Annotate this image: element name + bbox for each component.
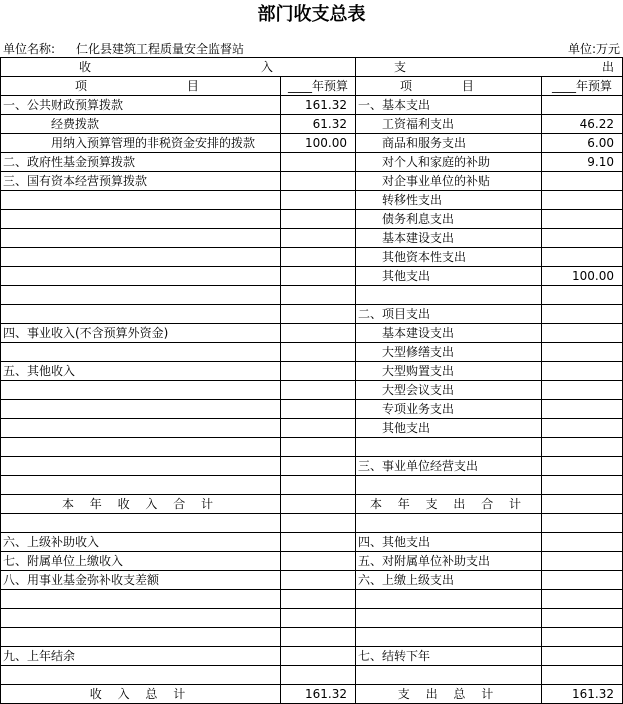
expense-item-cell: [356, 590, 542, 609]
income-item-cell: [1, 590, 281, 609]
expense-item-cell: [356, 476, 542, 495]
table-row: [1, 381, 623, 400]
income-budget-cell: [281, 647, 356, 666]
page-title: 部门收支总表: [257, 4, 366, 25]
header-mu: 目: [186, 79, 199, 93]
expense-item-cell: 大型会议支出: [356, 381, 542, 400]
income-budget-cell: [281, 286, 356, 305]
unit-info-row: [0, 38, 623, 57]
income-item-header: [1, 77, 281, 96]
income-item-cell: 七、附属单位上缴收入: [1, 552, 281, 571]
expense-item-cell: [356, 286, 542, 305]
table-row: [1, 533, 623, 552]
income-budget-cell: [281, 514, 356, 533]
table-row: [1, 571, 623, 590]
table-row: [1, 267, 623, 286]
expense-budget-cell: [542, 305, 623, 324]
expense-budget-header: ____年预算: [542, 77, 623, 96]
income-item-cell: 本 年 收 入 合 计: [1, 495, 281, 514]
header-mu-right: 目: [461, 79, 474, 93]
income-budget-cell: [281, 172, 356, 191]
income-item-cell: [1, 457, 281, 476]
income-item-cell: [1, 229, 281, 248]
currency-unit: 单位:万元: [567, 42, 620, 56]
table-row: [1, 628, 623, 647]
income-budget-cell: [281, 210, 356, 229]
table-row: [1, 305, 623, 324]
expense-item-cell: 五、对附属单位补助支出: [356, 552, 542, 571]
income-budget-cell: [281, 191, 356, 210]
table-row: [1, 647, 623, 666]
income-budget-cell: [281, 609, 356, 628]
income-budget-cell: [281, 552, 356, 571]
income-item-cell: [1, 286, 281, 305]
income-item-cell: [1, 343, 281, 362]
income-item-cell: 九、上年结余: [1, 647, 281, 666]
expense-budget-cell: [542, 229, 623, 248]
income-budget-cell: 161.32: [281, 96, 356, 115]
table-row: [1, 552, 623, 571]
income-label-shou: 收: [79, 60, 92, 74]
income-item-cell: 五、其他收入: [1, 362, 281, 381]
expense-item-cell: [356, 628, 542, 647]
income-budget-cell: [281, 229, 356, 248]
income-budget-cell: [281, 438, 356, 457]
income-budget-cell: [281, 476, 356, 495]
expense-label-zhi: 支: [394, 60, 407, 74]
table-row: [1, 172, 623, 191]
income-budget-cell: [281, 381, 356, 400]
table-row: [1, 248, 623, 267]
expense-budget-cell: [542, 590, 623, 609]
income-item-cell: 三、国有资本经营预算拨款: [1, 172, 281, 191]
income-item-cell: [1, 381, 281, 400]
income-item-cell: 八、用事业基金弥补收支差额: [1, 571, 281, 590]
expense-budget-cell: [542, 438, 623, 457]
expense-item-cell: 大型购置支出: [356, 362, 542, 381]
table-row: [1, 457, 623, 476]
expense-budget-cell: [542, 419, 623, 438]
expense-budget-cell: [542, 514, 623, 533]
income-item-cell: 收 入 总 计: [1, 685, 281, 704]
income-budget-cell: [281, 457, 356, 476]
income-section-header: [1, 58, 356, 77]
table-row: [1, 96, 623, 115]
table-row: [1, 476, 623, 495]
income-budget-header: ____年预算: [281, 77, 356, 96]
income-budget-cell: [281, 571, 356, 590]
table-row: [1, 115, 623, 134]
income-budget-cell: [281, 533, 356, 552]
table-body: [1, 96, 623, 704]
expense-section-header: [356, 58, 623, 77]
expense-item-cell: 对企事业单位的补贴: [356, 172, 542, 191]
expense-item-cell: 工资福利支出: [356, 115, 542, 134]
expense-budget-cell: [542, 552, 623, 571]
expense-item-cell: 支 出 总 计: [356, 685, 542, 704]
expense-item-cell: 专项业务支出: [356, 400, 542, 419]
income-item-cell: [1, 628, 281, 647]
expense-budget-cell: 9.10: [542, 153, 623, 172]
expense-item-cell: 一、基本支出: [356, 96, 542, 115]
income-item-cell: [1, 248, 281, 267]
income-label-ru: 入: [260, 60, 273, 74]
expense-budget-cell: [542, 400, 623, 419]
table-row: [1, 343, 623, 362]
income-item-cell: 用纳入预算管理的非税资金安排的拨款: [1, 134, 281, 153]
expense-budget-cell: 6.00: [542, 134, 623, 153]
income-budget-cell: [281, 267, 356, 286]
expense-item-cell: 三、事业单位经营支出: [356, 457, 542, 476]
expense-item-cell: [356, 666, 542, 685]
income-item-cell: [1, 267, 281, 286]
table-row: [1, 362, 623, 381]
expense-budget-cell: [542, 343, 623, 362]
table-row: [1, 438, 623, 457]
income-budget-cell: [281, 324, 356, 343]
header-xiang: 项: [75, 79, 88, 93]
expense-label-chu: 出: [601, 60, 614, 74]
unit-name-label: 单位名称:: [3, 42, 56, 56]
income-item-cell: [1, 210, 281, 229]
income-budget-cell: 61.32: [281, 115, 356, 134]
income-item-cell: 经费拨款: [1, 115, 281, 134]
income-budget-cell: [281, 495, 356, 514]
expense-budget-cell: [542, 210, 623, 229]
income-budget-cell: [281, 153, 356, 172]
section-header-row: [1, 58, 623, 77]
expense-budget-cell: [542, 609, 623, 628]
expense-item-cell: 基本建设支出: [356, 229, 542, 248]
table-row: [1, 400, 623, 419]
expense-item-cell: 商品和服务支出: [356, 134, 542, 153]
expense-budget-cell: [542, 96, 623, 115]
table-row: [1, 685, 623, 704]
income-item-cell: [1, 305, 281, 324]
income-item-cell: [1, 514, 281, 533]
expense-budget-cell: [542, 628, 623, 647]
income-item-cell: 六、上级补助收入: [1, 533, 281, 552]
income-budget-cell: 100.00: [281, 134, 356, 153]
table-row: [1, 153, 623, 172]
table-row: [1, 191, 623, 210]
income-budget-cell: [281, 666, 356, 685]
expense-budget-cell: [542, 248, 623, 267]
table-row: [1, 666, 623, 685]
expense-item-header: [356, 77, 542, 96]
income-item-cell: [1, 400, 281, 419]
table-row: [1, 419, 623, 438]
expense-item-cell: 大型修缮支出: [356, 343, 542, 362]
expense-item-cell: 基本建设支出: [356, 324, 542, 343]
expense-item-cell: [356, 514, 542, 533]
income-item-cell: [1, 609, 281, 628]
expense-item-cell: 转移性支出: [356, 191, 542, 210]
income-item-cell: [1, 438, 281, 457]
income-budget-cell: [281, 590, 356, 609]
expense-budget-cell: [542, 457, 623, 476]
table-row: [1, 590, 623, 609]
expense-budget-cell: [542, 172, 623, 191]
table-row: [1, 514, 623, 533]
income-budget-cell: [281, 362, 356, 381]
table-row: [1, 229, 623, 248]
expense-item-cell: 六、上缴上级支出: [356, 571, 542, 590]
column-header-row: [1, 77, 623, 96]
expense-item-cell: 七、结转下年: [356, 647, 542, 666]
table-row: [1, 134, 623, 153]
expense-budget-cell: [542, 286, 623, 305]
expense-budget-cell: [542, 571, 623, 590]
expense-item-cell: 二、项目支出: [356, 305, 542, 324]
table-row: [1, 495, 623, 514]
expense-budget-cell: 100.00: [542, 267, 623, 286]
expense-item-cell: 其他资本性支出: [356, 248, 542, 267]
expense-item-cell: 本 年 支 出 合 计: [356, 495, 542, 514]
header-xiang-right: 项: [400, 79, 413, 93]
income-item-cell: [1, 419, 281, 438]
income-item-cell: [1, 476, 281, 495]
income-item-cell: 一、公共财政预算拨款: [1, 96, 281, 115]
income-budget-cell: [281, 628, 356, 647]
income-budget-cell: 161.32: [281, 685, 356, 704]
unit-name-value: 仁化县建筑工程质量安全监督站: [76, 42, 245, 56]
expense-item-cell: 对个人和家庭的补助: [356, 153, 542, 172]
expense-budget-cell: [542, 191, 623, 210]
expense-budget-cell: [542, 495, 623, 514]
income-budget-cell: [281, 343, 356, 362]
income-budget-cell: [281, 419, 356, 438]
table-row: [1, 286, 623, 305]
expense-budget-cell: [542, 381, 623, 400]
expense-budget-cell: 161.32: [542, 685, 623, 704]
expense-item-cell: 四、其他支出: [356, 533, 542, 552]
income-item-cell: 四、事业收入(不含预算外资金): [1, 324, 281, 343]
income-item-cell: [1, 666, 281, 685]
expense-budget-cell: [542, 647, 623, 666]
income-budget-cell: [281, 400, 356, 419]
table-row: [1, 210, 623, 229]
income-budget-cell: [281, 248, 356, 267]
expense-item-cell: [356, 438, 542, 457]
expense-budget-cell: 46.22: [542, 115, 623, 134]
budget-table: [0, 57, 623, 704]
table-row: [1, 609, 623, 628]
expense-budget-cell: [542, 666, 623, 685]
expense-item-cell: 债务利息支出: [356, 210, 542, 229]
expense-budget-cell: [542, 324, 623, 343]
expense-budget-cell: [542, 533, 623, 552]
table-row: [1, 324, 623, 343]
expense-item-cell: [356, 609, 542, 628]
expense-item-cell: 其他支出: [356, 267, 542, 286]
income-item-cell: 二、政府性基金预算拨款: [1, 153, 281, 172]
expense-item-cell: 其他支出: [356, 419, 542, 438]
income-item-cell: [1, 191, 281, 210]
income-budget-cell: [281, 305, 356, 324]
expense-budget-cell: [542, 476, 623, 495]
expense-budget-cell: [542, 362, 623, 381]
